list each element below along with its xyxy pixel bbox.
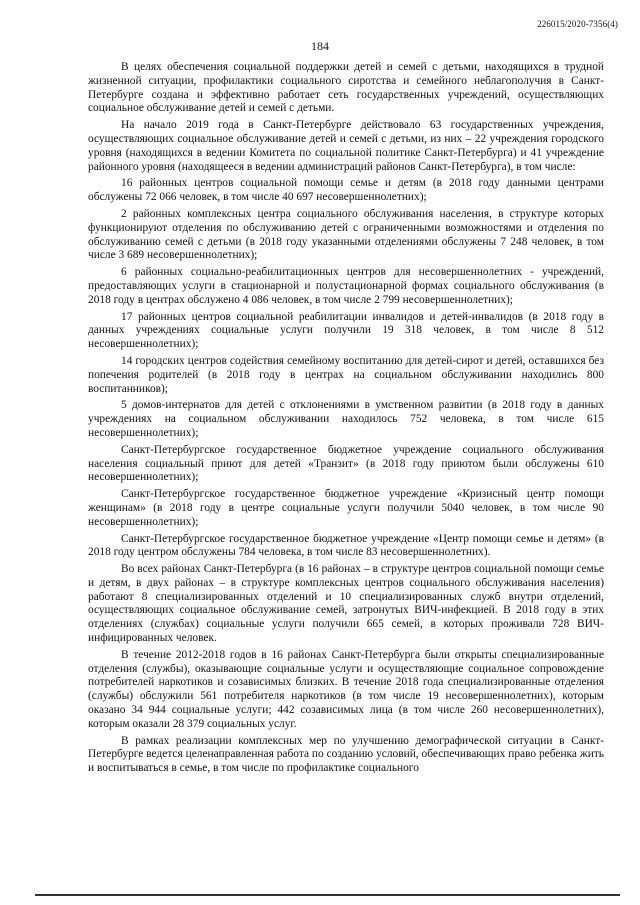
paragraph: 5 домов-интернатов для детей с отклонениями в умственном развитии (в 2018 году в данных учреждениях на социальном обслуживании находилось 752 человека, в том числе 615 несовершеннолетних); <box>88 399 604 439</box>
paragraph: 6 районных социально-реабилитационных центров для несовершеннолетних - учреждений, предоставляющих услуги в стационарной и полустационарной формах социального обслуживания (в 2018 году в центрах обслужено 4 086 человек, в том числе 2 799 несовершеннолетних); <box>88 266 604 306</box>
paragraph: В течение 2012-2018 годов в 16 районах Санкт-Петербурга были открыты специализированные отделения (службы), оказывающие социальные услуги и осуществляющие социальное сопровождение потребителей наркотиков и созависимых близких. В течение 2018 года специализированные отделения (службы) обслужили 561 потребителя наркотиков (в том числе 19 несовершеннолетних), которым оказано 34 944 социальные услуги; 442 созависимых лица (в том числе 260 несовершеннолетних), которым оказали 28 379 социальных услуг. <box>88 648 604 730</box>
paragraph: 14 городских центров содействия семейному воспитанию для детей-сирот и детей, оставшихся без попечения родителей (в 2018 году в центрах на социальном обслуживании находились 800 воспитанников); <box>88 354 604 395</box>
body-text <box>88 61 604 779</box>
paragraph: 2 районных комплексных центра социального обслуживания населения, в структуре которых функционируют отделения по обслуживанию детей с ограниченными возможностями и отделения по обслуживанию семей с детьми (в 2018 году указанными отделениями обслужены 7 248 человек, в том числе 3 689 несовершеннолетних); <box>88 207 604 262</box>
paragraph: 16 районных центров социальной помощи семье и детям (в 2018 году данными центрами обслужены 72 066 человек, в том числе 40 697 несовершеннолетних); <box>88 177 604 204</box>
page-number: 184 <box>311 39 329 53</box>
paragraph: 17 районных центров социальной реабилитации инвалидов и детей-инвалидов (в 2018 году в данных учреждениях социальные услуги получили 19 318 человек, в том числе 8 512 несовершеннолетних); <box>88 310 604 351</box>
paragraph: В целях обеспечения социальной поддержки детей и семей с детьми, находящихся в трудной жизненной ситуации, профилактики социального сиротства и семейного неблагополучия в Санкт-Петербурге создана и эффективно работает сеть государственных учреждений, осуществляющих социальное обслуживание детей и семей с детьми. <box>88 61 604 115</box>
paragraph: Санкт-Петербургское государственное бюджетное учреждение «Центр помощи семье и детям» (в 2018 году центром обслужены 784 человека, в том числе 83 несовершеннолетних). <box>88 532 604 559</box>
paragraph: Санкт-Петербургское государственное бюджетное учреждение социального обслуживания населения социальный приют для детей «Транзит» (в 2018 году приютом были обслужены 610 несовершеннолетних); <box>88 443 604 484</box>
document-id: 226015/2020-7356(4) <box>537 19 618 29</box>
paragraph: Во всех районах Санкт-Петербурга (в 16 районах – в структуре центров социальной помощи семье и детям, в двух районах – в структуре комплексных центров социального обслуживания населения) работают 8 специализированных отделений и 10 специализированных служб внутри отделений, осуществляющих социальное обслуживание семей, затронутых ВИЧ-инфекцией. В 2018 году в этих отделениях (службах) социальные услуги получили 665 семей, в которых проживали 728 ВИЧ-инфицированных человек. <box>88 563 604 645</box>
paragraph: Санкт-Петербургское государственное бюджетное учреждение «Кризисный центр помощи женщинам» (в 2018 году в центре социальные услуги получили 5040 человек, в том числе 90 несовершеннолетних); <box>88 488 604 528</box>
paragraph: В рамках реализации комплексных мер по улучшению демографической ситуации в Санкт-Петербурге ведется целенаправленная работа по созданию условий, обеспечивающих право ребенка жить и воспитываться в семье, в том числе по профилактике социального <box>88 734 604 775</box>
page-bottom-rule <box>35 894 620 896</box>
paragraph: На начало 2019 года в Санкт-Петербурге действовало 63 государственных учреждения, осуществляющих социальное обслуживание детей и семей с детьми, из них – 22 учреждения городского уровня (находящихся в ведении Комитета по социальной политике Санкт-Петербурга) и 41 учреждение районного уровня (находящееся в ведении администраций районов Санкт-Петербурга), в том числе: <box>88 119 604 173</box>
